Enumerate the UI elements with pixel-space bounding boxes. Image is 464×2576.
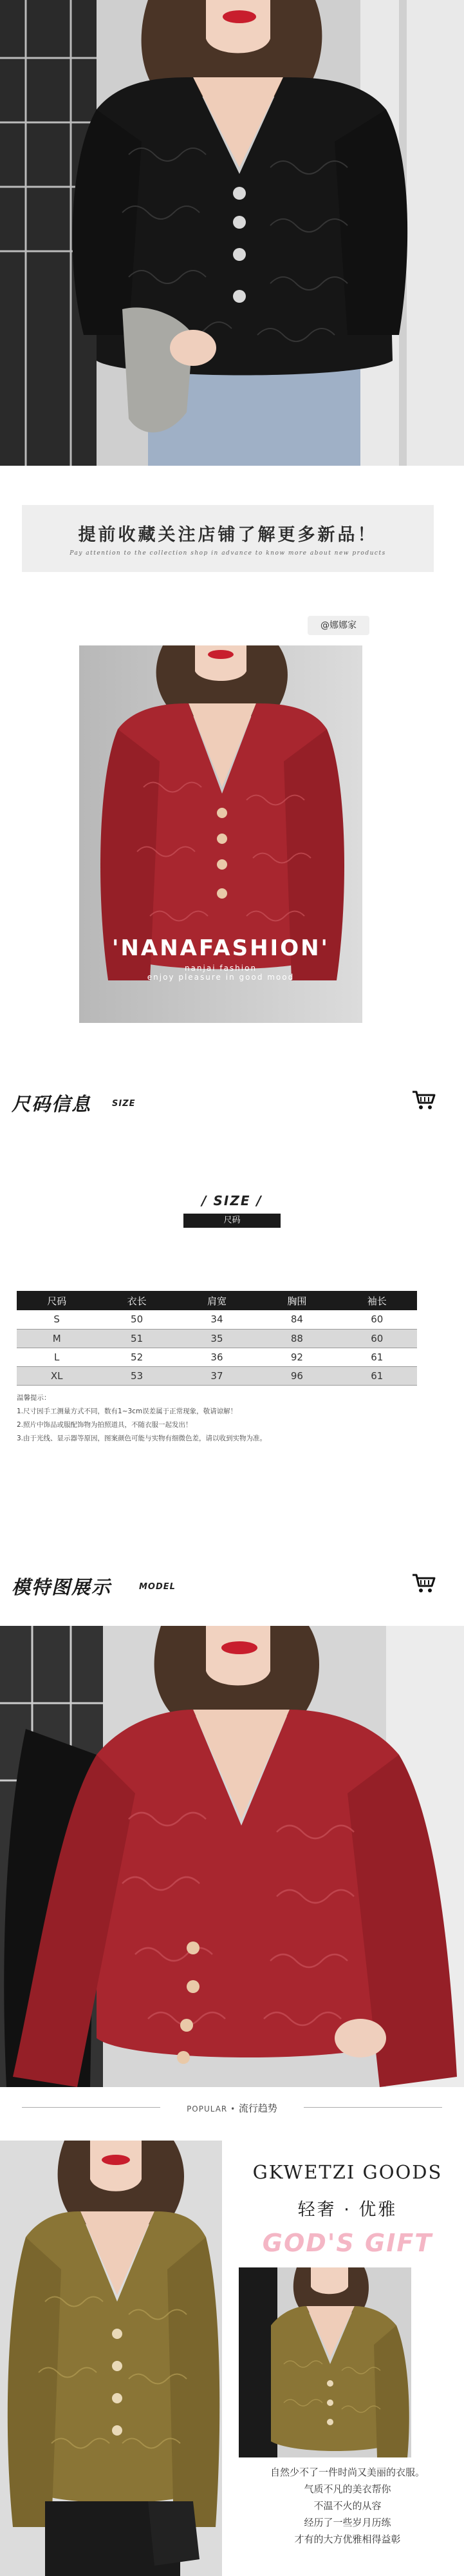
size-notes bbox=[17, 1391, 441, 1445]
table-cell: 50 bbox=[97, 1310, 176, 1329]
popular-cn: 流行趋势 bbox=[238, 2103, 277, 2114]
table-cell: 35 bbox=[177, 1329, 257, 1348]
watermark-line1: nanjai fashion bbox=[184, 964, 257, 973]
size-sub-label: 尺码 bbox=[183, 1214, 281, 1228]
table-cell: 53 bbox=[97, 1366, 176, 1385]
header-shoulder: 肩宽 bbox=[177, 1291, 257, 1310]
poem-line: 经历了一些岁月历练 bbox=[304, 2517, 391, 2528]
brand-name: GKWETZI GOODS bbox=[252, 2161, 443, 2183]
poem-line: 自然少不了一件时尚又美丽的衣服。 bbox=[270, 2466, 425, 2478]
cart-icon[interactable] bbox=[412, 1090, 436, 1111]
size-table-header bbox=[17, 1291, 417, 1310]
popular-divider bbox=[0, 2101, 464, 2115]
table-row bbox=[17, 1366, 417, 1385]
header-sleeve: 袖长 bbox=[337, 1291, 417, 1310]
note-item: 1.尺寸因手工测量方式不同，数有1~3cm误差属于正常现象，敬请谅解！ bbox=[17, 1407, 237, 1415]
table-cell: 34 bbox=[177, 1310, 257, 1329]
table-cell: L bbox=[17, 1348, 97, 1366]
header-length: 衣长 bbox=[97, 1291, 176, 1310]
table-cell: 37 bbox=[177, 1366, 257, 1385]
gods-gift-heading: GOD'S GIFT bbox=[262, 2229, 433, 2257]
size-section-subtitle: SIZE bbox=[112, 1099, 136, 1109]
table-cell: 36 bbox=[177, 1348, 257, 1366]
size-section-heading bbox=[12, 1082, 456, 1121]
cart-icon[interactable] bbox=[412, 1573, 436, 1594]
table-cell: 92 bbox=[257, 1348, 337, 1366]
table-cell: 52 bbox=[97, 1348, 176, 1366]
table-cell: S bbox=[17, 1310, 97, 1329]
header-bust: 胸围 bbox=[257, 1291, 337, 1310]
brand-watermark bbox=[79, 935, 362, 982]
brand-poem bbox=[238, 2464, 457, 2548]
note-item: 3.由于光线、显示器等原因，图案颜色可能与实物有细微色差，请以收到实物为准。 bbox=[17, 1435, 267, 1442]
watermark-brand: 'NANAFASHION' bbox=[112, 935, 329, 961]
banner-headline: 提前收藏关注店铺了解更多新品！ bbox=[78, 525, 378, 545]
table-cell: 88 bbox=[257, 1329, 337, 1348]
poem-line: 不温不火的从容 bbox=[313, 2500, 382, 2512]
model-section-heading bbox=[12, 1565, 456, 1604]
table-cell: XL bbox=[17, 1366, 97, 1385]
size-table bbox=[17, 1291, 417, 1386]
watermark-line2: enjoy pleasure in good mood bbox=[147, 973, 295, 982]
product-photo-olive-left bbox=[0, 2141, 222, 2576]
notes-title: 温馨提示： bbox=[17, 1394, 51, 1402]
table-cell: 84 bbox=[257, 1310, 337, 1329]
store-handle-tag: @娜娜家 bbox=[308, 616, 369, 635]
table-cell: 51 bbox=[97, 1329, 176, 1348]
product-photo-black bbox=[0, 0, 464, 466]
follow-store-banner bbox=[22, 505, 434, 572]
poem-line: 气质不凡的美衣帮你 bbox=[304, 2483, 391, 2495]
table-cell: 60 bbox=[337, 1310, 417, 1329]
size-section-title: 尺码信息 bbox=[12, 1093, 92, 1115]
popular-en: POPULAR bbox=[187, 2104, 228, 2113]
popular-dot: • bbox=[230, 2104, 236, 2113]
table-cell: 60 bbox=[337, 1329, 417, 1348]
table-row bbox=[17, 1310, 417, 1329]
table-cell: 61 bbox=[337, 1366, 417, 1385]
brand-slogan: 轻奢 · 优雅 bbox=[297, 2200, 398, 2220]
note-item: 2.照片中饰品或服配饰物为拍照道具，不随衣服一起发出！ bbox=[17, 1421, 192, 1429]
header-size: 尺码 bbox=[17, 1291, 97, 1310]
table-row bbox=[17, 1329, 417, 1348]
poem-line: 才有的大方优雅相得益彰 bbox=[294, 2533, 401, 2545]
table-cell: M bbox=[17, 1329, 97, 1348]
size-label: / SIZE / bbox=[201, 1193, 263, 1208]
table-row bbox=[17, 1348, 417, 1366]
banner-subline: Pay attention to the collection shop in advance to know more about new products bbox=[70, 550, 386, 557]
model-section-subtitle: MODEL bbox=[139, 1582, 176, 1592]
product-photo-red-model bbox=[0, 1626, 464, 2087]
table-cell: 96 bbox=[257, 1366, 337, 1385]
table-cell: 61 bbox=[337, 1348, 417, 1366]
model-section-title: 模特图展示 bbox=[12, 1576, 112, 1598]
product-photo-olive-right bbox=[239, 2267, 411, 2457]
